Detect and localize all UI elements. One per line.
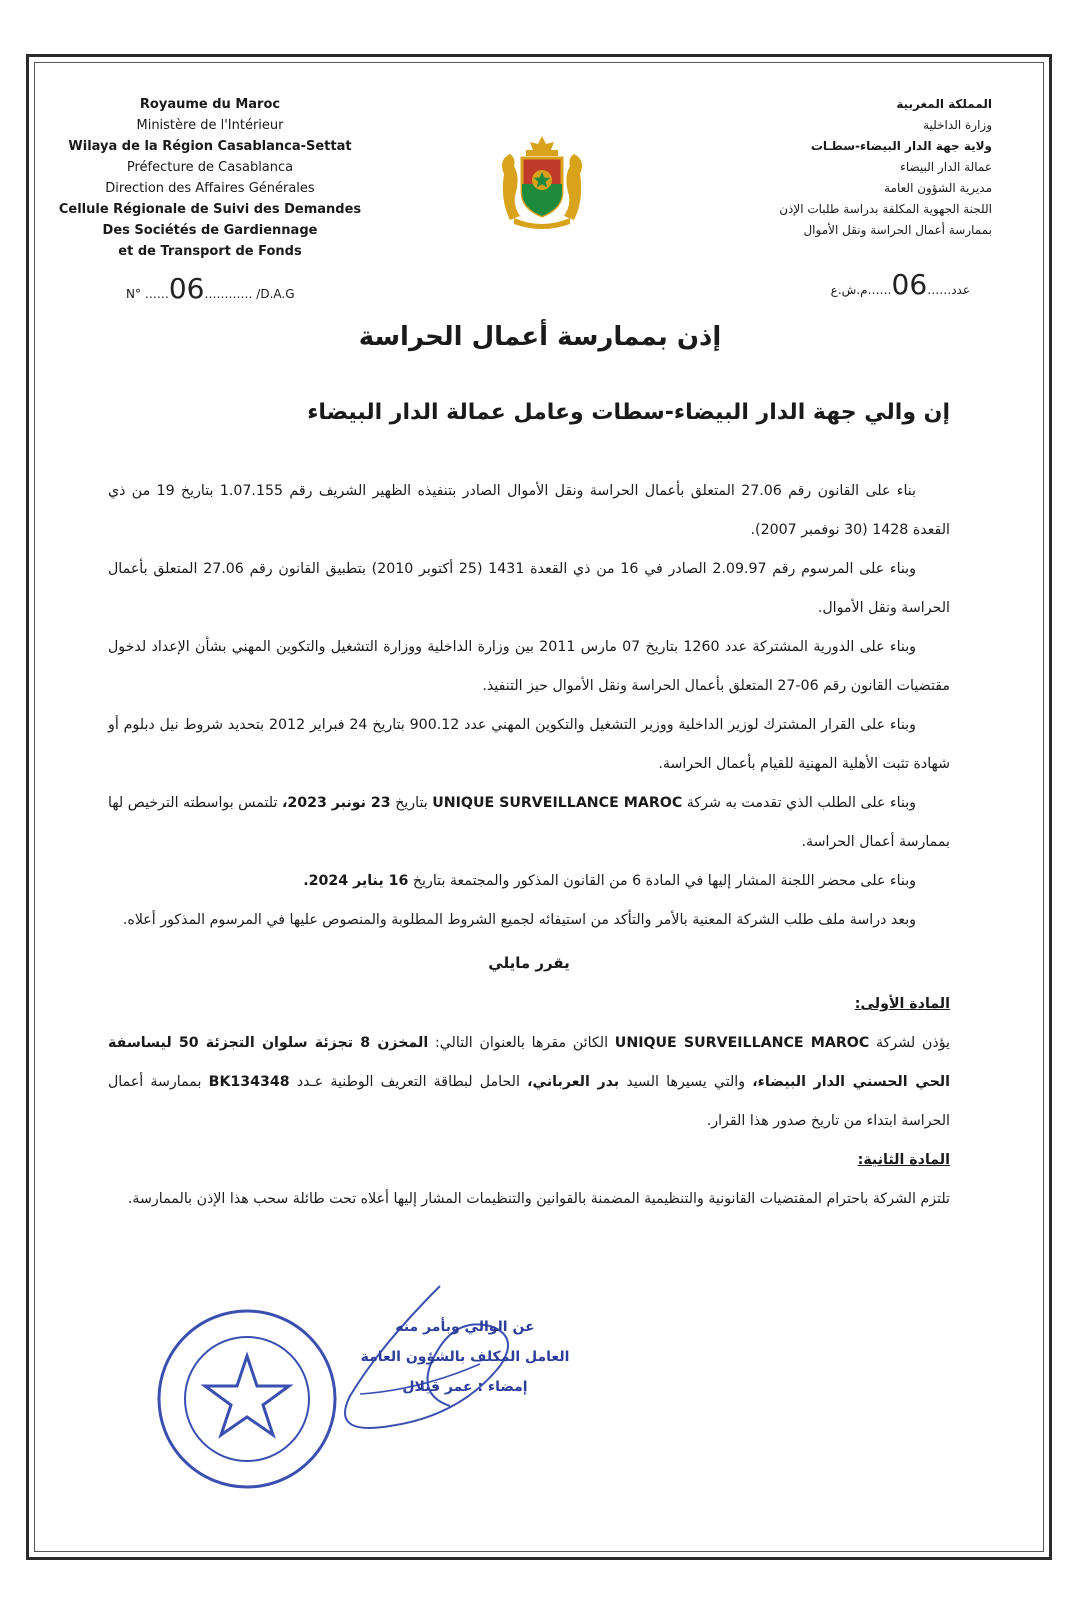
document-body	[108, 472, 950, 1219]
reference-number-fr: N° ……06………… /D.A.G	[126, 272, 295, 305]
committee-date: 16 يناير 2024.	[303, 873, 409, 889]
ref-ar-number: 06	[891, 268, 928, 301]
header-fr-prefecture: Préfecture de Casablanca	[126, 160, 294, 175]
header-ar-kingdom: المملكة المغربية	[896, 97, 992, 111]
signature-name: إمضاء : عمر قيلال	[402, 1379, 528, 1395]
ref-ar-suffix: م.ش.ع	[830, 283, 868, 297]
ref-fr-number: 06	[168, 272, 205, 305]
ref-ar-prefix: عدد	[951, 283, 970, 297]
header-ar-prefecture: عمالة الدار البيضاء	[900, 160, 992, 174]
header-ar-direction: مديرية الشؤون العامة	[884, 181, 992, 195]
header-fr-ministry: Ministère de l'Intérieur	[136, 118, 284, 133]
article-1-title: المادة الأولى:	[854, 996, 950, 1012]
article-1-cin: BK134348	[208, 1074, 290, 1090]
ref-fr-prefix: N°	[126, 287, 141, 301]
header-arabic	[712, 94, 992, 241]
header-french	[50, 94, 370, 262]
paragraph-law: بناء على القانون رقم 27.06 المتعلق بأعمال الحراسة ونقل الأموال الصادر بتنفيذه الظهير الشريف رقم 1.07.155 بتاريخ 19 من ذي القعدة 1428 (30 نوفمبر 2007).	[108, 483, 950, 538]
header-fr-direction: Direction des Affaires Générales	[105, 181, 315, 196]
header-fr-societes: Des Sociétés de Gardiennage	[102, 223, 318, 238]
royal-coat-of-arms-icon	[496, 134, 588, 230]
article-2-title: المادة الثانية:	[857, 1152, 950, 1168]
document-subtitle: إن والي جهة الدار البيضاء-سطات وعامل عمالة الدار البيضاء	[307, 400, 950, 425]
article-1-text: يؤذن لشركة UNIQUE SURVEILLANCE MAROC الكائن مقرها بالعنوان التالي: المخزن 8 تجزئة سلوان التجزئة 50 ليساسفة الحي الحسني الدار البيضاء، والتي يسيرها السيد بدر العرباني، الحامل لبطاقة التعريف الوطنية عـدد BK134348 بممارسة أعمال الحراسة ابتداء من تاريخ صدور هذا القرار.	[108, 1035, 950, 1129]
paragraph-joint-order: وبناء على القرار المشترك لوزير الداخلية ووزير التشغيل والتكوين المهني عدد 900.12 بتاريخ 24 فبراير 2012 بتحديد شروط نيل دبلوم أو شهادة تثبت الأهلية المهنية للقيام بأعمال الحراسة.	[108, 717, 950, 772]
article-1-manager: بدر العرباني،	[527, 1074, 620, 1090]
reference-number-ar: عدد……06……م.ش.ع	[830, 268, 970, 301]
paragraph-committee: وبناء على محضر اللجنة المشار إليها في المادة 6 من القانون المذكور والمجتمعة بتاريخ 16 يناير 2024.	[303, 873, 916, 889]
paragraph-review: وبعد دراسة ملف طلب الشركة المعنية بالأمر والتأكد من استيفائه لجميع الشروط المطلوبة والمنصوص عليها في المرسوم المذكور أعلاه.	[122, 912, 916, 928]
article-1-company: UNIQUE SURVEILLANCE MAROC	[614, 1035, 870, 1051]
header-ar-ministry: وزارة الداخلية	[923, 118, 992, 132]
header-fr-wilaya: Wilaya de la Région Casablanca-Settat	[68, 139, 352, 154]
signature-on-behalf: عن الوالي وبأمر منه	[395, 1319, 535, 1335]
paragraph-circular: وبناء على الدورية المشتركة عدد 1260 بتاريخ 07 مارس 2011 بين وزارة الداخلية ووزارة التشغيل والتكوين المهني بشأن الإعداد لدخول مقتضيات القانون رقم 06-27 المتعلق بأعمال الحراسة ونقل الأموال حيز التنفيذ.	[108, 639, 950, 694]
decides-heading: يقرر مايلي	[488, 954, 570, 972]
header-fr-transport: et de Transport de Fonds	[118, 244, 302, 259]
header-ar-committee-scope: بممارسة أعمال الحراسة ونقل الأموال	[803, 223, 992, 237]
signature-title: العامل المكلف بالشؤون العامة	[360, 1349, 570, 1365]
article-1-address: المخزن 8 تجزئة سلوان التجزئة 50 ليساسفة الحي الحسني الدار البيضاء،	[108, 1035, 950, 1090]
company-name: UNIQUE SURVEILLANCE MAROC	[432, 795, 683, 811]
signature-block	[355, 1312, 575, 1402]
request-date: 23 نونبر 2023،	[281, 795, 391, 811]
header-ar-committee: اللجنة الجهوية المكلفة بدراسة طلبات الإذن	[779, 202, 992, 216]
document-title: إذن بممارسة أعمال الحراسة	[358, 322, 722, 352]
header-fr-cellule: Cellule Régionale de Suivi des Demandes	[58, 202, 362, 217]
paragraph-request: وبناء على الطلب الذي تقدمت به شركة UNIQUE SURVEILLANCE MAROC بتاريخ 23 نونبر 2023، تلتمس بواسطته الترخيص لها بممارسة أعمال الحراسة.	[108, 795, 950, 850]
paragraph-decree: وبناء على المرسوم رقم 2.09.97 الصادر في 16 من ذي القعدة 1431 (25 أكتوبر 2010) بتطبيق القانون رقم 27.06 المتعلق بأعمال الحراسة ونقل الأموال.	[108, 561, 950, 616]
article-2-text: تلتزم الشركة باحترام المقتضيات القانونية والتنظيمية المضمنة بالقوانين والتنظيمات المشار إليها أعلاه تحت طائلة سحب هذا الإذن بالممارسة.	[127, 1191, 950, 1207]
header-fr-kingdom: Royaume du Maroc	[139, 97, 281, 112]
header-ar-wilaya: ولاية جهة الدار البيضاء-سطـات	[810, 139, 992, 153]
ref-fr-suffix: /D.A.G	[256, 287, 295, 301]
star-icon	[205, 1356, 289, 1435]
